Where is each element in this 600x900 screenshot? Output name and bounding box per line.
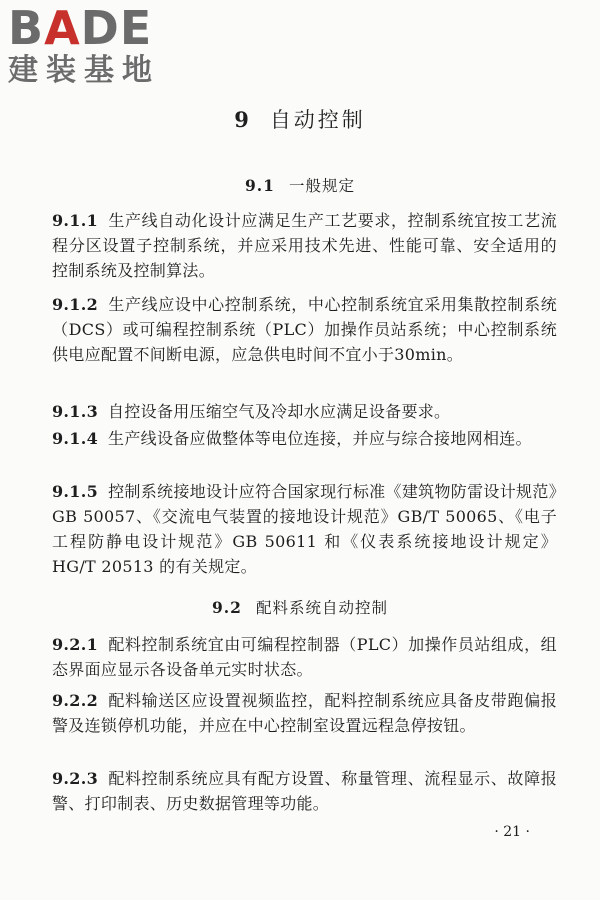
clause-text: 生产线应设中心控制系统，中心控制系统宜采用集散控制系统（DCS）或可编程控制系统（PLC）加操作员站系统；中心控制系统供电应配置不间断电源，应急供电时间不宜小于30min。	[52, 295, 557, 364]
clause-text: 控制系统接地设计应符合国家现行标准《建筑物防雷设计规范》GB 50057、《交流电气装置的接地设计规范》GB/T 50065、《电子工程防静电设计规范》GB 50611 和《仪表系统接地设计规定》HG/T 20513 的有关规定。	[52, 482, 557, 576]
clause-9-2-3	[52, 766, 557, 816]
clause-number: 9.1.4	[52, 429, 99, 448]
section-title: 一般规定	[288, 177, 355, 195]
clause-text: 生产线自动化设计应满足生产工艺要求，控制系统宜按工艺流程分区设置子控制系统，并应采用技术先进、性能可靠、安全适用的控制系统及控制算法。	[52, 211, 557, 280]
clause-9-2-1	[52, 632, 557, 682]
clause-number: 9.1.3	[52, 402, 99, 421]
chapter-number: 9	[234, 107, 252, 132]
clause-9-1-1	[52, 208, 557, 283]
clause-number: 9.2.2	[52, 691, 99, 710]
clause-text: 生产线设备应做整体等电位连接，并应与综合接地网相连。	[108, 429, 532, 448]
section-title: 配料系统自动控制	[255, 599, 388, 617]
clause-text: 配料控制系统应具有配方设置、称量管理、流程显示、故障报警、打印制表、历史数据管理等功能。	[52, 769, 557, 813]
logo-wordmark	[8, 1, 178, 55]
brand-logo	[8, 1, 178, 88]
clause-text: 配料控制系统宜由可编程控制器（PLC）加操作员站组成，组态界面应显示各设备单元实时状态。	[52, 635, 557, 679]
clause-9-1-4	[52, 426, 557, 451]
clause-number: 9.2.1	[52, 635, 99, 654]
logo-letters: DE	[80, 1, 153, 55]
clause-text: 自控设备用压缩空气及冷却水应满足设备要求。	[108, 402, 451, 421]
logo-letter-red: A	[44, 1, 81, 55]
clause-number: 9.2.3	[52, 769, 99, 788]
clause-9-1-3	[52, 399, 557, 424]
chapter-title-text: 自动控制	[269, 108, 366, 132]
clause-9-1-2	[52, 292, 557, 367]
logo-letter-accent: B	[8, 1, 45, 55]
clause-9-2-2	[52, 688, 557, 738]
clause-number: 9.1.1	[52, 211, 99, 230]
clause-number: 9.1.5	[52, 482, 99, 501]
section-number: 9.2	[212, 598, 242, 617]
section-9-1-heading	[0, 174, 600, 196]
logo-subtitle: 建装基地	[8, 53, 160, 88]
clause-number: 9.1.2	[52, 295, 99, 314]
chapter-title	[0, 104, 600, 134]
clause-text: 配料输送区应设置视频监控，配料控制系统应具备皮带跑偏报警及连锁停机功能，并应在中心控制室设置远程急停按钮。	[52, 691, 557, 735]
clause-9-1-5	[52, 479, 557, 579]
section-9-2-heading	[0, 596, 600, 618]
section-number: 9.1	[245, 176, 275, 195]
page-number: · 21 ·	[494, 824, 530, 840]
